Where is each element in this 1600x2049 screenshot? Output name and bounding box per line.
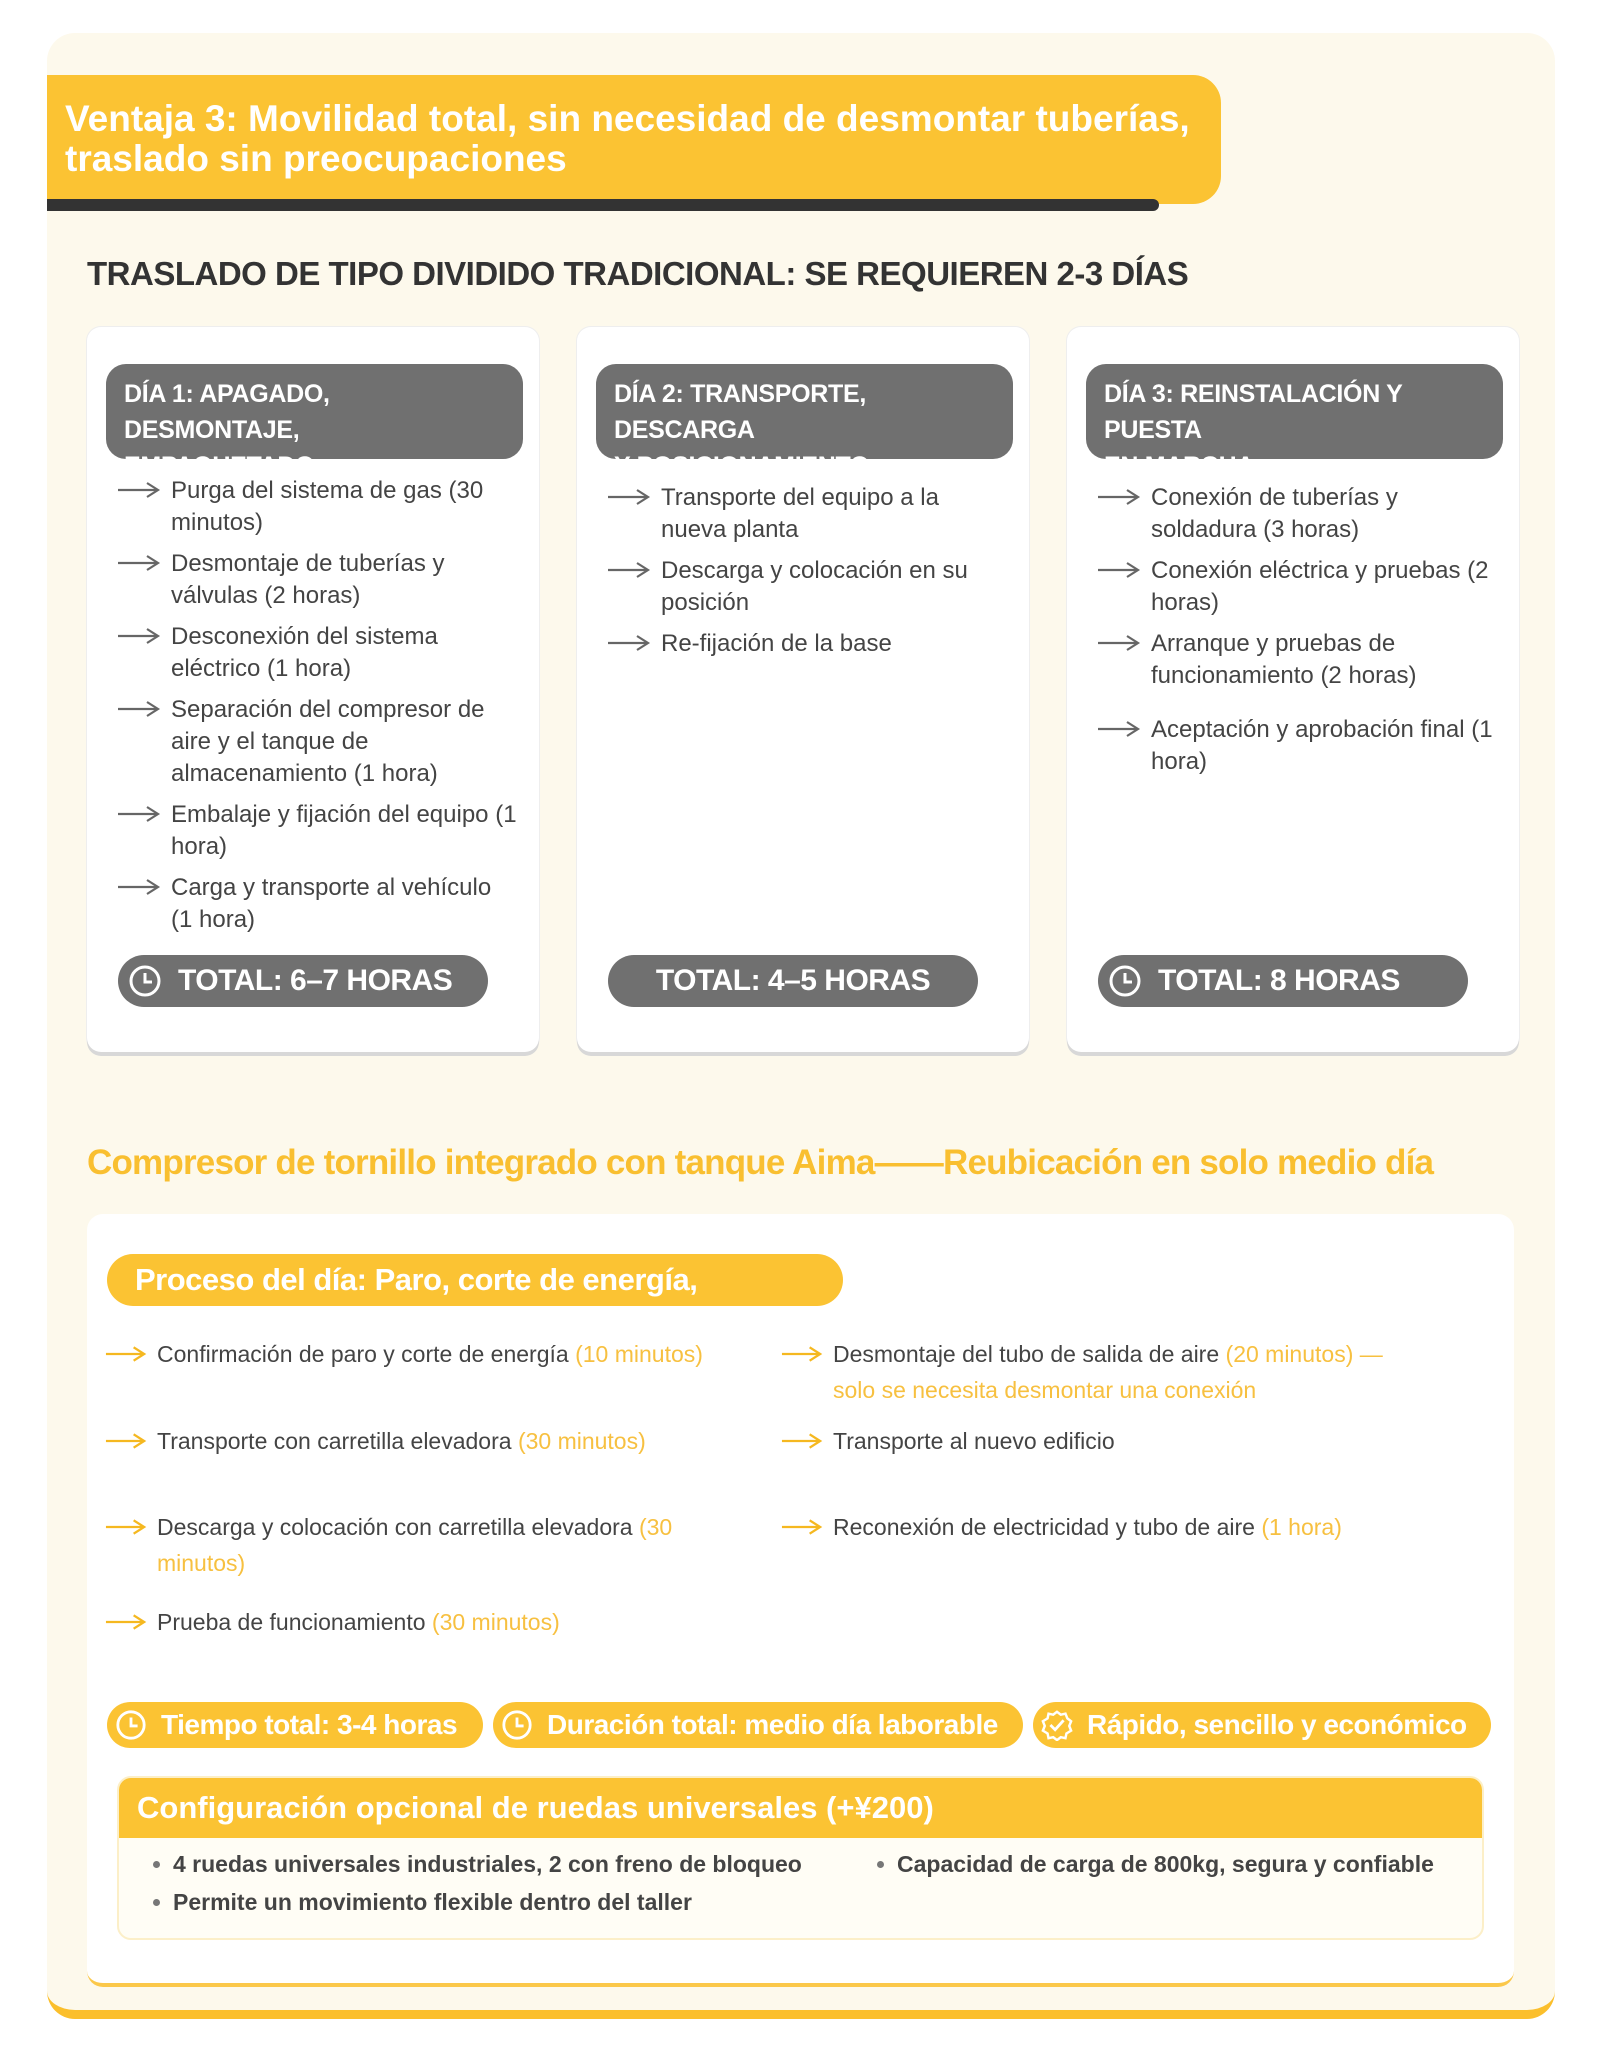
- day-total-text: TOTAL: 4–5 HORAS: [655, 964, 931, 997]
- arrow-right-icon: [117, 804, 161, 824]
- day-card-title-line2: Y POSICIONAMIENTO: [614, 452, 870, 480]
- list-item-text: Separación del compresor de aire y el tanque de almacenamiento (1 hora): [171, 696, 485, 787]
- day-card-title-line1: DÍA 1: APAGADO, DESMONTAJE,: [124, 380, 330, 444]
- page-container: [47, 33, 1555, 2019]
- process-step: [781, 1509, 1481, 1545]
- summary-badge-total-time: [107, 1702, 483, 1748]
- check-badge-icon: [1041, 1709, 1073, 1741]
- page-title-line1: Ventaja 3: Movilidad total, sin necesidad de desmontar tuberías,: [65, 98, 1190, 139]
- day-total-badge: [118, 955, 488, 1007]
- arrow-right-icon: [105, 1612, 147, 1632]
- badge-text: Tiempo total: 3-4 horas: [161, 1709, 458, 1740]
- step-time: (10 minutos): [575, 1341, 703, 1367]
- list-item: [1097, 714, 1497, 778]
- optional-config-item: Capacidad de carga de 800kg, segura y confiable: [877, 1848, 1434, 1880]
- arrow-right-icon: [117, 480, 161, 500]
- step-time: (1 hora): [1261, 1514, 1342, 1540]
- optional-config-item: 4 ruedas universales industriales, 2 con freno de bloqueo: [153, 1848, 802, 1880]
- arrow-right-icon: [607, 560, 651, 580]
- day-card-title: [1086, 364, 1503, 480]
- day-card-title-line1: DÍA 3: REINSTALACIÓN Y PUESTA: [1104, 380, 1403, 444]
- process-step: [105, 1509, 745, 1581]
- step-text: Confirmación de paro y corte de energía: [157, 1341, 576, 1367]
- optional-config-title: Configuración opcional de ruedas universales (+¥200): [119, 1778, 1482, 1838]
- list-item-text: Conexión eléctrica y pruebas (2 horas): [1151, 557, 1489, 616]
- list-item-text: Desmontaje de tuberías y válvulas (2 horas): [171, 550, 445, 609]
- list-item: [117, 475, 517, 539]
- list-item-text: Aceptación y aprobación final (1 hora): [1151, 716, 1493, 775]
- list-item-text: Arranque y pruebas de funcionamiento (2 horas): [1151, 630, 1417, 689]
- list-item-text: Conexión de tuberías y soldadura (3 horas): [1151, 484, 1398, 543]
- day-total-badge: [608, 955, 978, 1007]
- day-card-title-line1: DÍA 2: TRANSPORTE, DESCARGA: [614, 380, 867, 444]
- list-item-text: Descarga y colocación en su posición: [661, 557, 968, 616]
- arrow-right-icon: [781, 1344, 823, 1364]
- process-step: [781, 1423, 1481, 1459]
- process-step: [781, 1336, 1481, 1408]
- arrow-right-icon: [105, 1517, 147, 1537]
- process-step: [105, 1423, 745, 1459]
- day-total-text: TOTAL: 8 HORAS: [1158, 964, 1400, 997]
- summary-badge-duration: [493, 1702, 1023, 1748]
- aima-section-title: Compresor de tornillo integrado con tanque Aima——Reubicación en solo medio día: [87, 1143, 1434, 1182]
- day-card-list: [117, 475, 517, 945]
- badge-text: Rápido, sencillo y económico: [1087, 1709, 1467, 1740]
- arrow-right-icon: [117, 699, 161, 719]
- step-text: Transporte con carretilla elevadora: [157, 1428, 518, 1454]
- list-item-text: Desconexión del sistema eléctrico (1 hora): [171, 623, 438, 682]
- list-item-text: Carga y transporte al vehículo (1 hora): [171, 874, 492, 933]
- badge-text: Duración total: medio día laborable: [547, 1709, 998, 1740]
- arrow-right-icon: [607, 487, 651, 507]
- process-step: [105, 1336, 745, 1372]
- arrow-right-icon: [117, 626, 161, 646]
- day-card-list: [1097, 482, 1497, 787]
- list-item: [1097, 628, 1497, 692]
- clock-icon: [1108, 964, 1142, 998]
- day-card-title: [596, 364, 1013, 480]
- step-text: Prueba de funcionamiento: [157, 1609, 432, 1635]
- list-item: [117, 694, 517, 790]
- day-card-list: [607, 482, 1007, 669]
- list-item: [1097, 555, 1497, 619]
- arrow-right-icon: [781, 1431, 823, 1451]
- list-item: [607, 628, 1007, 660]
- arrow-right-icon: [117, 553, 161, 573]
- header-divider: [47, 199, 1159, 211]
- list-item-text: Purga del sistema de gas (30 minutos): [171, 477, 484, 536]
- list-item-text: Embalaje y fijación del equipo (1 hora): [171, 801, 517, 860]
- traditional-section-title: TRASLADO DE TIPO DIVIDIDO TRADICIONAL: SE REQUIEREN 2-3 DÍAS: [87, 255, 1189, 292]
- step-time: (30: [638, 1514, 673, 1540]
- arrow-right-icon: [117, 877, 161, 897]
- optional-config-item: Permite un movimiento flexible dentro del taller: [153, 1886, 692, 1918]
- step-text: Desmontaje del tubo de salida de aire: [833, 1341, 1226, 1367]
- step-time: (30 minutos): [431, 1609, 560, 1635]
- arrow-right-icon: [105, 1431, 147, 1451]
- day-card-title-line2: EMPAQUETADO: [124, 452, 315, 480]
- summary-badge-benefit: [1033, 1702, 1491, 1748]
- day-card-3: [1067, 327, 1519, 1052]
- day-card-title-line2: EN MARCHA: [1104, 452, 1255, 480]
- step-note: solo se necesita desmontar una conexión: [833, 1377, 1257, 1403]
- list-item-text: Re-fijación de la base: [661, 630, 892, 657]
- step-time: minutos): [157, 1550, 246, 1576]
- aima-panel: [87, 1214, 1514, 1987]
- list-item: [117, 548, 517, 612]
- step-text: Descarga y colocación con carretilla elevadora: [157, 1514, 639, 1540]
- clock-icon: [115, 1709, 147, 1741]
- arrow-right-icon: [781, 1517, 823, 1537]
- day-card-title: [106, 364, 523, 480]
- optional-config-box: [117, 1776, 1484, 1940]
- list-item: [607, 482, 1007, 546]
- process-step: [105, 1604, 745, 1640]
- step-text: Reconexión de electricidad y tubo de aire: [833, 1514, 1262, 1540]
- arrow-right-icon: [1097, 719, 1141, 739]
- arrow-right-icon: [1097, 487, 1141, 507]
- process-label: Proceso del día: Paro, corte de energía, transporte: [107, 1254, 843, 1306]
- header-banner: [47, 75, 1221, 204]
- day-total-badge: [1098, 955, 1468, 1007]
- step-time: (20 minutos) —: [1225, 1341, 1383, 1367]
- arrow-right-icon: [1097, 633, 1141, 653]
- page-title-line2: traslado sin preocupaciones: [65, 138, 567, 179]
- page-title: [65, 99, 1195, 179]
- list-item: [117, 799, 517, 863]
- day-card-1: [87, 327, 539, 1052]
- arrow-right-icon: [607, 633, 651, 653]
- step-time: (30 minutos): [517, 1428, 646, 1454]
- clock-icon: [128, 964, 162, 998]
- clock-icon: [501, 1709, 533, 1741]
- list-item: [1097, 482, 1497, 546]
- day-card-2: [577, 327, 1029, 1052]
- step-text: Transporte al nuevo edificio: [833, 1428, 1115, 1454]
- list-item: [117, 872, 517, 936]
- list-item: [607, 555, 1007, 619]
- list-item: [117, 621, 517, 685]
- list-item-text: Transporte del equipo a la nueva planta: [661, 484, 939, 543]
- arrow-right-icon: [105, 1344, 147, 1364]
- arrow-right-icon: [1097, 560, 1141, 580]
- day-total-text: TOTAL: 6–7 HORAS: [178, 964, 453, 997]
